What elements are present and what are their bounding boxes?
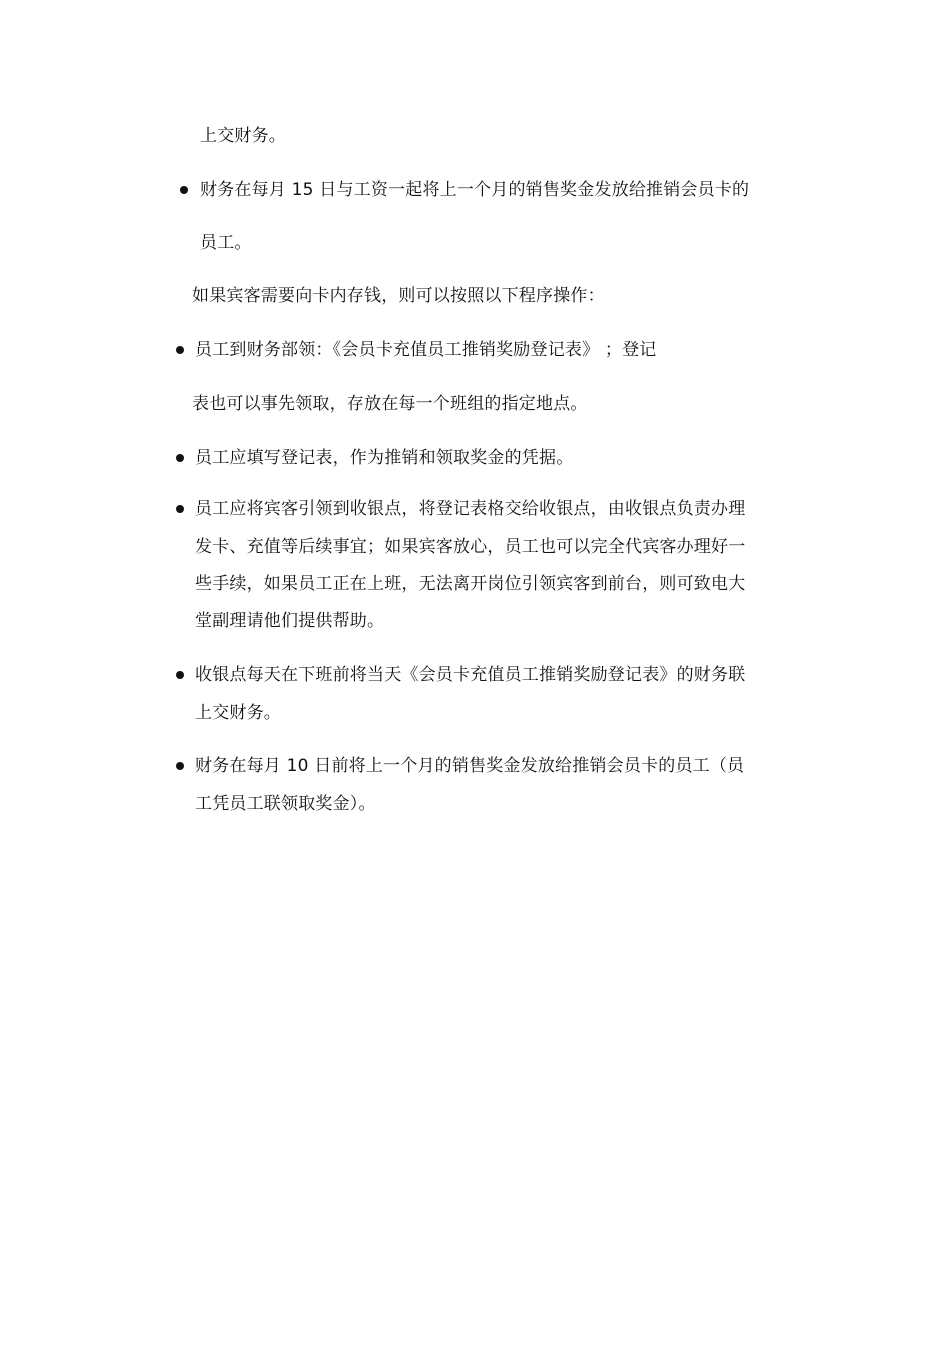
bullet-3-text: 发卡、充值等后续事宜；如果宾客放心，员工也可以完全代宾客办理好一 [195, 537, 746, 557]
bullet-icon [176, 454, 184, 462]
continuation-text: 上交财务。 [200, 126, 286, 146]
bullet-5-text: 工凭员工联领取奖金）。 [195, 794, 376, 814]
bullet-5-text: 财务在每月 10 日前将上一个月的销售奖金发放给推销会员卡的员工（员 [195, 756, 745, 776]
bullet-3-text: 些手续，如果员工正在上班，无法离开岗位引领宾客到前台，则可致电大 [195, 574, 746, 594]
bullet-3-text: 堂副理请他们提供帮助。 [195, 611, 385, 631]
bullet-3-text: 员工应将宾客引领到收银点，将登记表格交给收银点，由收银点负责办理 [195, 499, 746, 519]
bullet-4-text: 上交财务。 [195, 703, 281, 723]
bullet-4-text: 收银点每天在下班前将当天《会员卡充值员工推销奖励登记表》的财务联 [195, 665, 746, 685]
bullet-2-text: 员工应填写登记表，作为推销和领取奖金的凭据。 [195, 448, 574, 468]
bullet-a-text: 员工。 [200, 233, 252, 253]
bullet-a-text: 财务在每月 15 日与工资一起将上一个月的销售奖金发放给推销会员卡的 [200, 180, 750, 200]
bullet-icon [176, 346, 184, 354]
bullet-icon [176, 671, 184, 679]
intro-paragraph: 如果宾客需要向卡内存钱，则可以按照以下程序操作： [192, 286, 605, 306]
bullet-1-text: 表也可以事先领取，存放在每一个班组的指定地点。 [192, 394, 588, 414]
bullet-icon [180, 186, 188, 194]
bullet-icon [176, 505, 184, 513]
bullet-1-text: 员工到财务部领：《会员卡充值员工推销奖励登记表》 ；登记 [195, 340, 657, 360]
bullet-icon [176, 762, 184, 770]
